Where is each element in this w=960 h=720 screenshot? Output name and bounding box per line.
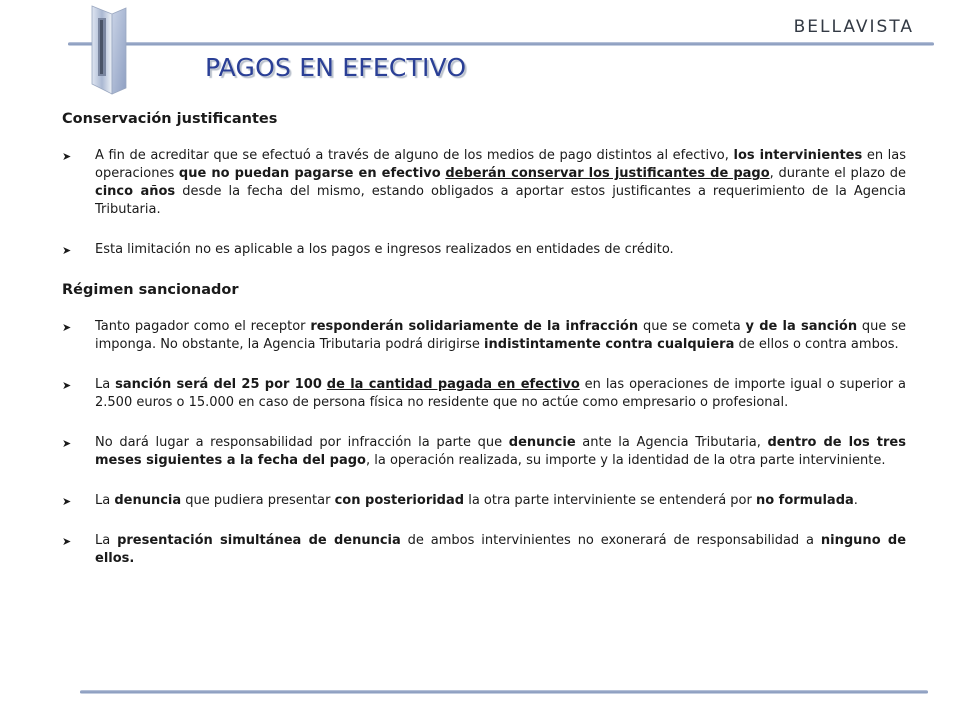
text-run: sanción será del 25 por 100 xyxy=(115,377,322,392)
bullet-item xyxy=(62,147,906,219)
arrow-bullet-icon: ➤ xyxy=(62,244,72,257)
text-run: presentación simultánea de denuncia xyxy=(117,533,401,548)
page-title: PAGOS EN EFECTIVO xyxy=(205,53,467,82)
text-run: indistintamente contra cualquiera xyxy=(484,337,735,352)
text-run: en las operaciones xyxy=(95,148,906,181)
arrow-bullet-icon: ➤ xyxy=(62,379,72,392)
bottom-rule xyxy=(80,690,928,694)
text-run: dentro de los tres meses siguientes a la fecha del pago xyxy=(95,435,906,468)
brand-name: BELLAVISTA xyxy=(793,17,914,37)
bullet-item xyxy=(62,376,906,412)
text-run: No dará lugar a responsabilidad por infracción la parte que xyxy=(95,435,509,450)
text-run: La xyxy=(95,533,118,548)
text-run: La xyxy=(95,377,116,392)
section-conservacion xyxy=(62,108,906,259)
content xyxy=(62,108,906,568)
text-run: que no puedan pagarse en efectivo xyxy=(178,166,441,181)
text-run: de ellos o contra ambos. xyxy=(734,337,899,352)
bullet-text xyxy=(95,148,906,217)
text-run: de ambos intervinientes no exonerará de responsabilidad a xyxy=(400,533,821,548)
arrow-bullet-icon: ➤ xyxy=(62,535,72,548)
text-run: denuncie xyxy=(508,435,576,450)
text-run: que se cometa xyxy=(638,319,746,334)
text-run: no formulada xyxy=(755,493,854,508)
text-run: A fin de acreditar que se efectuó a través de alguno de los medios de pago distintos al efectivo, xyxy=(95,148,734,163)
text-run: cinco años xyxy=(95,184,176,199)
bullet-text xyxy=(95,533,906,566)
bullet-text xyxy=(95,493,858,508)
text-run: , durante el plazo de xyxy=(769,166,907,181)
text-run: de la cantidad pagada en efectivo xyxy=(326,377,580,392)
arrow-bullet-icon: ➤ xyxy=(62,321,72,334)
text-run: La xyxy=(95,493,115,508)
text-run: Esta limitación no es aplicable a los pagos e ingresos realizados en entidades de crédito. xyxy=(95,242,674,257)
bullet-text xyxy=(95,242,674,257)
text-run: la otra parte interviniente se entenderá por xyxy=(464,493,756,508)
logo-mark-icon xyxy=(82,4,132,96)
text-run: en las operaciones de importe igual o superior a 2.500 euros o 15.000 en caso de persona física no residente que no actúe como empresario o profesional. xyxy=(95,377,906,410)
text-run: . xyxy=(853,493,858,508)
text-run: responderán solidariamente de la infracción xyxy=(310,319,639,334)
text-run: deberán conservar los justificantes de pago xyxy=(445,166,770,181)
arrow-bullet-icon: ➤ xyxy=(62,437,72,450)
text-run: desde la fecha del mismo, estando obligados a aportar estos justificantes a requerimiento de la Agencia Tributaria. xyxy=(95,184,906,217)
text-run: que se imponga. No obstante, la Agencia Tributaria podrá dirigirse xyxy=(95,319,906,352)
arrow-bullet-icon: ➤ xyxy=(62,495,72,508)
text-run: denuncia xyxy=(114,493,182,508)
text-run: que pudiera presentar xyxy=(181,493,335,508)
arrow-bullet-icon: ➤ xyxy=(62,150,72,163)
text-run: con posterioridad xyxy=(334,493,465,508)
bullet-item xyxy=(62,434,906,470)
text-run: Tanto pagador como el receptor xyxy=(95,319,311,334)
bullet-item xyxy=(62,532,906,568)
text-run: y de la sanción xyxy=(745,319,858,334)
bullet-item xyxy=(62,241,906,259)
bullet-text xyxy=(95,435,906,468)
bullet-item xyxy=(62,318,906,354)
text-run: ante la Agencia Tributaria, xyxy=(575,435,768,450)
text-run: los intervinientes xyxy=(733,148,863,163)
bullet-text xyxy=(95,377,906,410)
bullet-item xyxy=(62,492,906,510)
bullet-text xyxy=(95,319,906,352)
section-heading: Régimen sancionador xyxy=(62,282,239,298)
top-rule xyxy=(68,42,934,46)
text-run: ninguno de ellos. xyxy=(95,533,907,566)
section-regimen xyxy=(62,279,906,568)
text-run: , la operación realizada, su importe y la identidad de la otra parte interviniente. xyxy=(365,453,886,468)
section-heading: Conservación justificantes xyxy=(62,111,278,127)
